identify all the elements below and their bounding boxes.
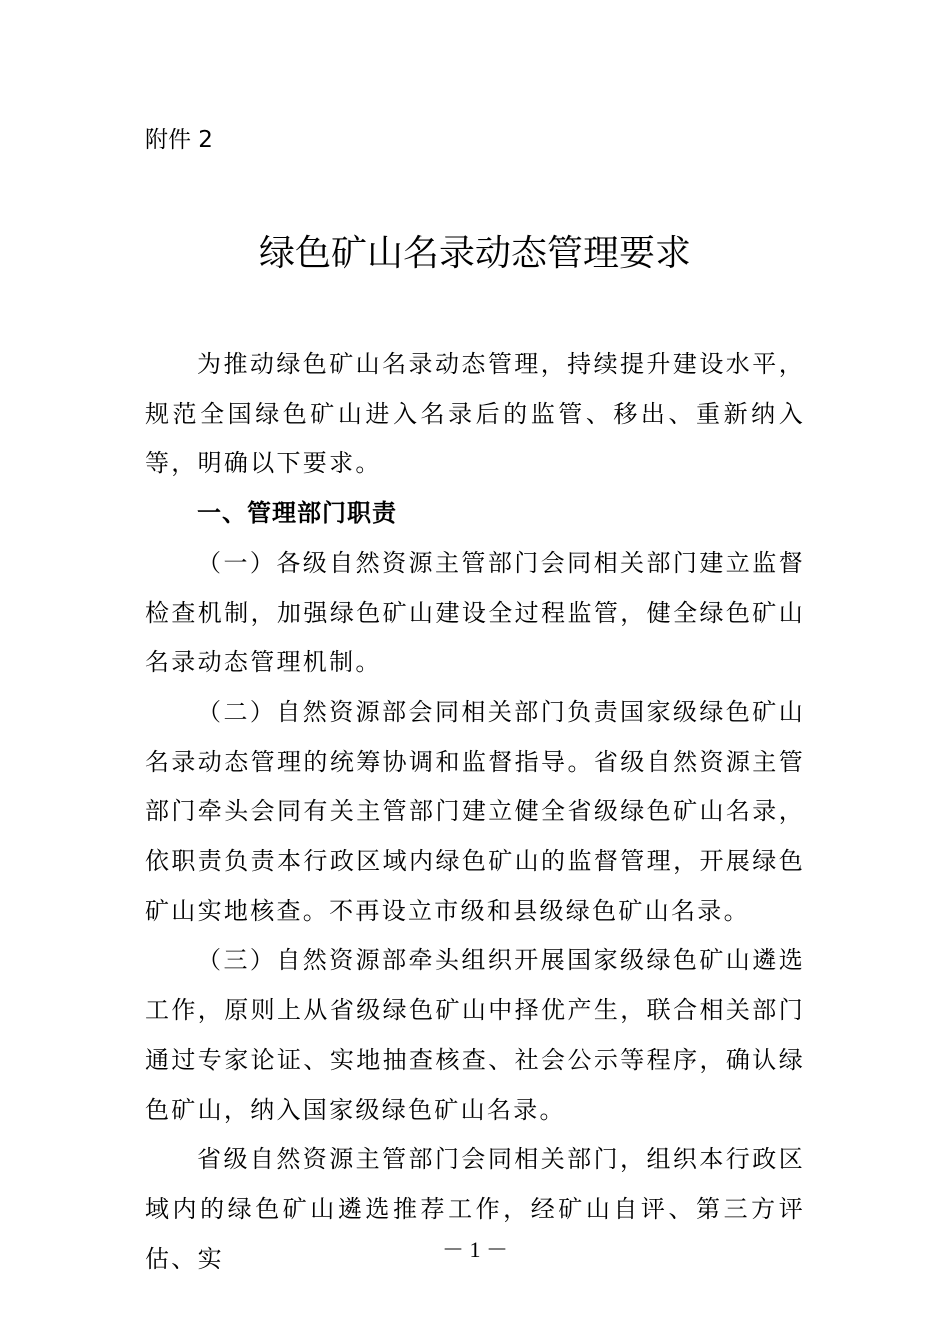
paragraph-provincial: 省级自然资源主管部门会同相关部门，组织本行政区域内的绿色矿山遴选推荐工作，经矿山自评、第三方评估、实 <box>145 1145 805 1273</box>
attachment-label: 附件 2 <box>145 127 213 153</box>
paragraph-item-2: （二）自然资源部会同相关部门负责国家级绿色矿山名录动态管理的统筹协调和监督指导。省级自然资源主管部门牵头会同有关主管部门建立健全省级绿色矿山名录，依职责负责本行政区域内绿色矿山的监督管理，开展绿色矿山实地核查。不再设立市级和县级绿色矿山名录。 <box>145 697 805 925</box>
page-number: － 1 － <box>441 1237 508 1262</box>
document-title: 绿色矿山名录动态管理要求 <box>258 233 691 274</box>
intro-paragraph: 为推动绿色矿山名录动态管理，持续提升建设水平，规范全国绿色矿山进入名录后的监管、移出、重新纳入等，明确以下要求。 <box>145 350 805 478</box>
document-body <box>145 340 805 1284</box>
section-heading: 一、管理部门职责 <box>197 499 397 528</box>
paragraph-item-1: （一）各级自然资源主管部门会同相关部门建立监督检查机制，加强绿色矿山建设全过程监管，健全绿色矿山名录动态管理机制。 <box>145 548 805 677</box>
paragraph-item-3: （三）自然资源部牵头组织开展国家级绿色矿山遴选工作，原则上从省级绿色矿山中择优产生，联合相关部门通过专家论证、实地抽查核查、社会公示等程序，确认绿色矿山，纳入国家级绿色矿山名录。 <box>145 946 805 1124</box>
